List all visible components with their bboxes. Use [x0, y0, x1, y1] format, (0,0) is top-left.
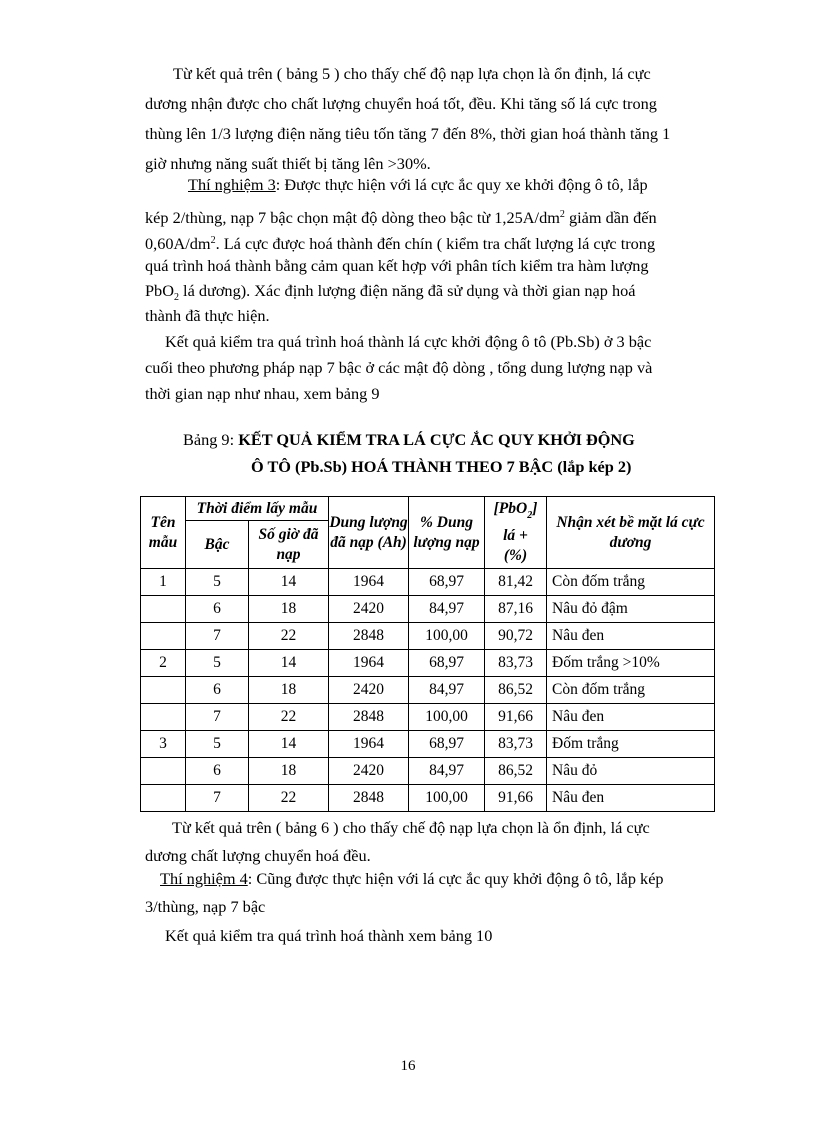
- cell-capacity: 1964: [329, 569, 409, 596]
- cell-pbo2: 91,66: [485, 704, 547, 731]
- header-remark: Nhận xét bề mặt lá cực dương: [547, 497, 715, 569]
- cell-pbo2: 90,72: [485, 623, 547, 650]
- cell-percent: 100,00: [409, 785, 485, 812]
- cell-capacity: 1964: [329, 650, 409, 677]
- table-row: [141, 785, 715, 812]
- paragraph-line: dương nhận được cho chất lượng chuyển hoá tốt, đều. Khi tăng số lá cực trong: [145, 94, 657, 113]
- page-number: 16: [400, 1058, 416, 1074]
- table-row: [141, 677, 715, 704]
- cell-capacity: 1964: [329, 731, 409, 758]
- cell-percent: 100,00: [409, 704, 485, 731]
- cell-pbo2: 83,73: [485, 650, 547, 677]
- cell-capacity: 2420: [329, 677, 409, 704]
- paragraph-text: 0,60A/dm: [145, 234, 211, 254]
- header-capacity: Dung lượng đã nạp (Ah): [329, 497, 409, 569]
- cell-capacity: 2848: [329, 623, 409, 650]
- cell-pbo2: 86,52: [485, 758, 547, 785]
- paragraph-line: [145, 281, 636, 308]
- paragraph-line: Kết quả kiểm tra quá trình hoá thành xem bảng 10: [165, 926, 493, 945]
- paragraph-line: cuối theo phương pháp nạp 7 bậc ở các mật độ dòng , tổng dung lượng nạp và: [145, 358, 653, 377]
- cell-remark: Nâu đỏ đậm: [547, 596, 715, 623]
- table-caption: [183, 428, 635, 452]
- cell-remark: Nâu đỏ: [547, 758, 715, 785]
- results-table: [140, 496, 715, 812]
- cell-percent: 84,97: [409, 758, 485, 785]
- cell-pbo2: 81,42: [485, 569, 547, 596]
- paragraph-line: 3/thùng, nạp 7 bậc: [145, 897, 266, 916]
- cell-percent: 68,97: [409, 650, 485, 677]
- caption-title: Ô TÔ (Pb.Sb) HOÁ THÀNH THEO 7 BẬC (lắp kép 2): [251, 457, 632, 476]
- paragraph-text: : Cũng được thực hiện với lá cực ắc quy khởi động ô tô, lắp kép: [247, 869, 664, 888]
- cell-sample: [141, 785, 186, 812]
- table-row: [141, 596, 715, 623]
- paragraph-line: Từ kết quả trên ( bảng 6 ) cho thấy chế độ nạp lựa chọn là ổn định, lá cực: [172, 818, 650, 837]
- header-hours: Số giờ đã nạp: [249, 521, 329, 569]
- cell-remark: Còn đốm trắng: [547, 677, 715, 704]
- table-row: [141, 650, 715, 677]
- cell-hours: 14: [249, 569, 329, 596]
- paragraph-text: . Lá cực được hoá thành đến chín ( kiểm tra chất lượng lá cực trong: [215, 234, 656, 254]
- cell-step: 7: [186, 785, 249, 812]
- cell-remark: Đốm trắng >10%: [547, 650, 715, 677]
- paragraph-line: [188, 175, 648, 195]
- cell-sample: [141, 704, 186, 731]
- header-pbo2-c: lá +: [503, 526, 528, 544]
- table-row: [141, 758, 715, 785]
- cell-step: 7: [186, 623, 249, 650]
- subscript: 2: [527, 509, 533, 521]
- paragraph-line: giờ nhưng năng suất thiết bị tăng lên >30%.: [145, 154, 431, 173]
- cell-sample: [141, 677, 186, 704]
- table-caption-line2: [251, 455, 631, 479]
- cell-step: 5: [186, 650, 249, 677]
- cell-pbo2: 91,66: [485, 785, 547, 812]
- header-step: Bậc: [186, 521, 249, 569]
- paragraph-text: giảm dần đến: [564, 208, 657, 228]
- cell-sample: [141, 758, 186, 785]
- cell-hours: 22: [249, 785, 329, 812]
- cell-step: 5: [186, 731, 249, 758]
- cell-percent: 84,97: [409, 596, 485, 623]
- cell-pbo2: 83,73: [485, 731, 547, 758]
- cell-hours: 22: [249, 623, 329, 650]
- paragraph-line: thành đã thực hiện.: [145, 306, 270, 325]
- header-sampling-time: Thời điểm lấy mẫu: [186, 497, 329, 521]
- cell-step: 7: [186, 704, 249, 731]
- cell-remark: Đốm trắng: [547, 731, 715, 758]
- paragraph-text: : Được thực hiện với lá cực ắc quy xe khởi động ô tô, lắp: [275, 175, 648, 194]
- cell-sample: 1: [141, 569, 186, 596]
- table-row: [141, 704, 715, 731]
- cell-percent: 84,97: [409, 677, 485, 704]
- header-sample: Tên mẫu: [141, 497, 186, 569]
- cell-hours: 14: [249, 650, 329, 677]
- cell-capacity: 2420: [329, 596, 409, 623]
- paragraph-line: Từ kết quả trên ( bảng 5 ) cho thấy chế độ nạp lựa chọn là ổn định, lá cực: [173, 64, 651, 83]
- table-row: [141, 569, 715, 596]
- cell-sample: 3: [141, 731, 186, 758]
- table-row: [141, 623, 715, 650]
- paragraph-text: PbO: [145, 281, 174, 300]
- header-pbo2-d: (%): [503, 546, 528, 564]
- cell-capacity: 2848: [329, 785, 409, 812]
- cell-sample: [141, 596, 186, 623]
- cell-step: 6: [186, 677, 249, 704]
- paragraph-text: lá dương). Xác định lượng điện năng đã sử dụng và thời gian nạp hoá: [178, 281, 636, 300]
- paragraph-line: [145, 205, 657, 228]
- cell-percent: 100,00: [409, 623, 485, 650]
- paragraph-line: thùng lên 1/3 lượng điện năng tiêu tốn tăng 7 đến 8%, thời gian hoá thành tăng 1: [145, 124, 671, 143]
- cell-capacity: 2420: [329, 758, 409, 785]
- cell-step: 5: [186, 569, 249, 596]
- cell-remark: Còn đốm trắng: [547, 569, 715, 596]
- paragraph-line: thời gian nạp như nhau, xem bảng 9: [145, 384, 380, 403]
- paragraph-line: dương chất lượng chuyển hoá đều.: [145, 846, 371, 865]
- table-row: [141, 731, 715, 758]
- cell-hours: 18: [249, 677, 329, 704]
- cell-sample: [141, 623, 186, 650]
- cell-remark: Nâu đen: [547, 785, 715, 812]
- cell-sample: 2: [141, 650, 186, 677]
- caption-label: Bảng 9:: [183, 430, 235, 449]
- header-percent: % Dung lượng nạp: [409, 497, 485, 569]
- header-pbo2-b: ]: [532, 500, 538, 518]
- paragraph-line: [160, 869, 664, 889]
- cell-pbo2: 87,16: [485, 596, 547, 623]
- paragraph-line: quá trình hoá thành bằng cảm quan kết hợp với phân tích kiểm tra hàm lượng: [145, 256, 649, 275]
- subscript: 2: [173, 292, 179, 304]
- cell-capacity: 2848: [329, 704, 409, 731]
- paragraph-line: [145, 231, 655, 254]
- superscript: 2: [210, 235, 216, 246]
- experiment-3-label: Thí nghiệm 3: [188, 175, 276, 194]
- experiment-4-label: Thí nghiệm 4: [160, 869, 248, 888]
- cell-remark: Nâu đen: [547, 623, 715, 650]
- superscript: 2: [559, 209, 565, 220]
- cell-remark: Nâu đen: [547, 704, 715, 731]
- paragraph-text: kép 2/thùng, nạp 7 bậc chọn mật độ dòng theo bậc từ 1,25A/dm: [145, 208, 560, 228]
- cell-percent: 68,97: [409, 731, 485, 758]
- cell-hours: 18: [249, 596, 329, 623]
- cell-hours: 14: [249, 731, 329, 758]
- cell-percent: 68,97: [409, 569, 485, 596]
- cell-step: 6: [186, 758, 249, 785]
- paragraph-line: Kết quả kiểm tra quá trình hoá thành lá cực khởi động ô tô (Pb.Sb) ở 3 bậc: [165, 332, 652, 351]
- caption-title: KẾT QUẢ KIỂM TRA LÁ CỰC ẮC QUY KHỞI ĐỘNG: [238, 430, 635, 449]
- cell-pbo2: 86,52: [485, 677, 547, 704]
- cell-hours: 22: [249, 704, 329, 731]
- header-pbo2-a: [PbO: [493, 500, 528, 518]
- cell-step: 6: [186, 596, 249, 623]
- header-pbo2: [485, 497, 547, 569]
- cell-hours: 18: [249, 758, 329, 785]
